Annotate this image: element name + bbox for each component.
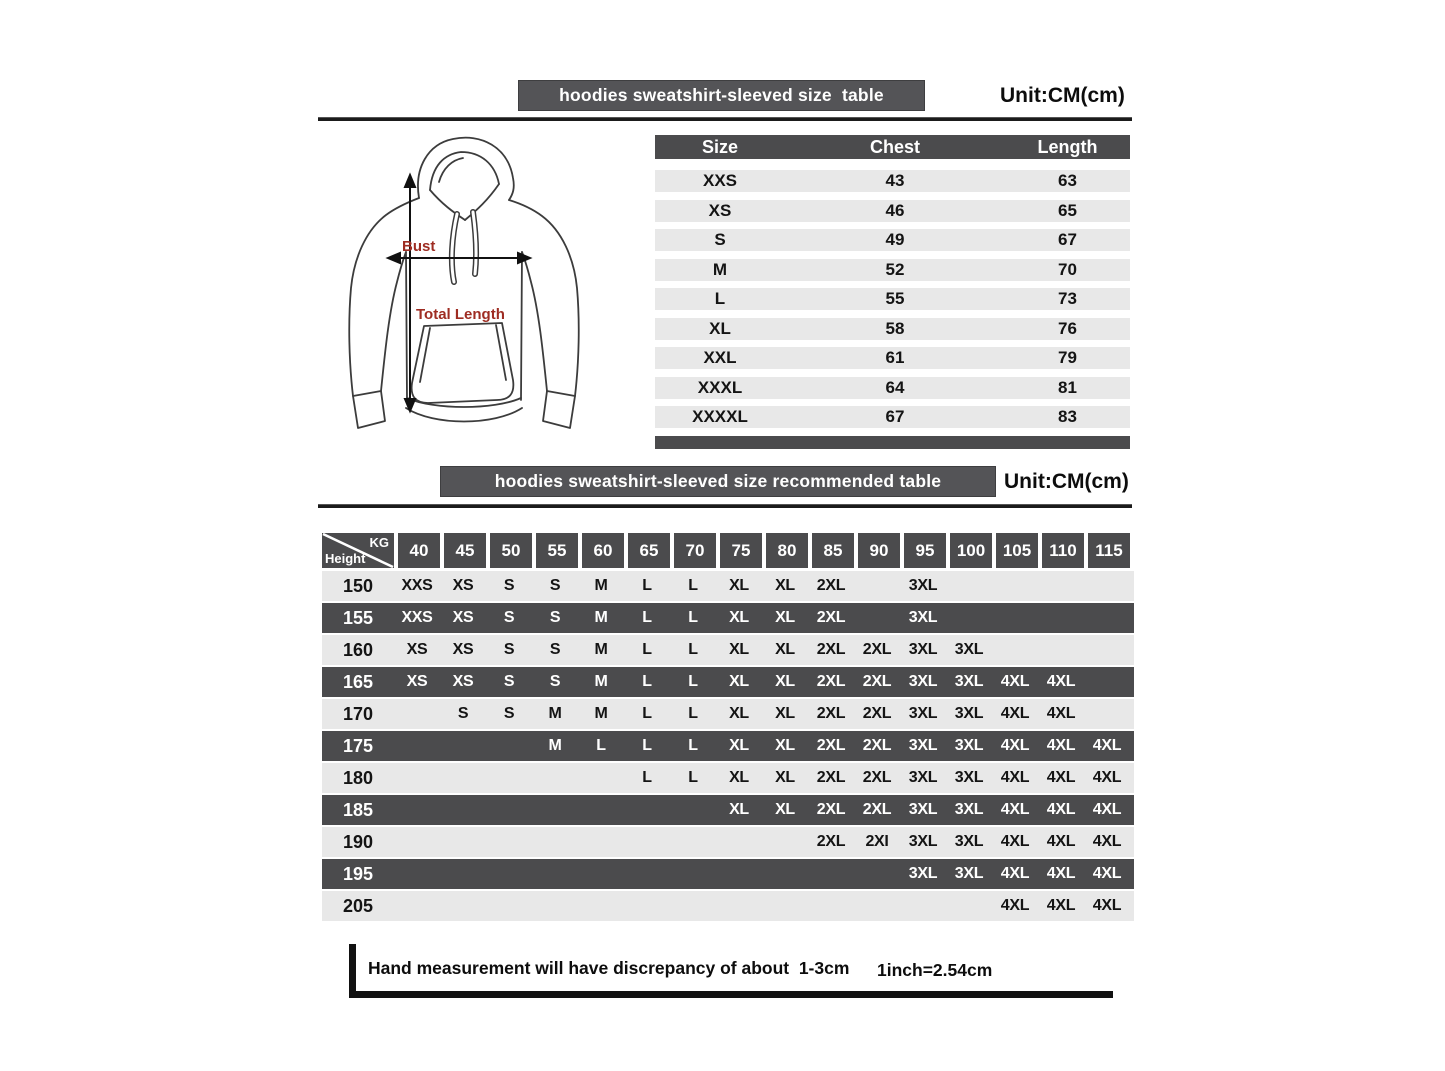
recommended-size-cell: 3XL: [954, 833, 984, 850]
total-length-arrowhead-top: [405, 175, 415, 187]
size-table-cell-size: XXL: [703, 348, 737, 367]
size-table-cell-chest: 61: [885, 348, 905, 367]
size-table-cell-length: 67: [1058, 230, 1077, 249]
weight-header-boxes: [398, 533, 1130, 568]
left-sleeve-inner: [381, 252, 406, 391]
height-label: 155: [342, 607, 374, 628]
height-label: 205: [342, 895, 374, 916]
recommended-size-cell: 2XL: [816, 833, 846, 850]
size-table: [655, 135, 1130, 449]
recommended-row-205: [322, 891, 1134, 921]
recommended-size-cell: 3XL: [908, 609, 938, 626]
recommended-size-cell: 3XL: [954, 769, 984, 786]
recommended-size-cell: L: [642, 577, 652, 594]
recommended-size-cell: M: [594, 673, 608, 690]
recommended-size-cell: 3XL: [908, 705, 938, 722]
recommended-size-cell: M: [594, 609, 608, 626]
recommended-size-cell: 4XL: [1046, 705, 1076, 722]
recommended-row-185: [322, 795, 1134, 825]
size-table-row: [655, 318, 1130, 340]
recommended-size-cell: 3XL: [954, 865, 984, 882]
recommended-size-cell: XXS: [401, 609, 433, 626]
size-table-cell-length: 76: [1058, 318, 1077, 338]
measurement-discrepancy-note: Hand measurement will have discrepancy of about 1-3cm: [368, 958, 850, 978]
recommended-row-195: [322, 859, 1134, 889]
recommended-size-cell: 3XL: [954, 737, 984, 754]
size-table-cell-length: 83: [1058, 407, 1077, 426]
recommended-size-cell: XS: [452, 609, 474, 626]
height-label: 190: [342, 831, 374, 852]
recommended-size-cell: 4XL: [1046, 897, 1076, 914]
size-table-cell-length: 81: [1058, 377, 1077, 397]
bust-label: Bust: [402, 238, 436, 255]
recommended-table-header-row: [322, 533, 1134, 568]
size-table-row: [655, 406, 1130, 428]
weight-header-105: 105: [996, 533, 1038, 568]
weight-header-55: 55: [536, 533, 578, 568]
recommended-size-cell: 2XL: [862, 673, 892, 690]
unit-label-top: Unit:CM(cm): [1000, 84, 1125, 107]
recommended-size-cell: 3XL: [954, 801, 984, 818]
recommended-size-cell: XS: [452, 577, 474, 594]
column-header-length: Length: [1037, 136, 1098, 157]
size-table-row: [655, 288, 1130, 310]
recommended-size-cell: S: [503, 641, 515, 658]
recommended-size-cell: 2XL: [862, 801, 892, 818]
weight-header-70: 70: [674, 533, 716, 568]
weight-header-115: 115: [1088, 533, 1130, 568]
column-header-chest: Chest: [869, 136, 920, 157]
recommended-size-cell: S: [503, 577, 515, 594]
recommended-size-cell: 4XL: [1046, 865, 1076, 882]
recommended-size-cell: 4XL: [1046, 737, 1076, 754]
recommended-size-cell: XL: [729, 769, 749, 786]
weight-header-80: 80: [766, 533, 808, 568]
size-table-cell-size: L: [714, 289, 726, 308]
recommended-size-cell: XL: [729, 737, 749, 754]
bust-arrowhead-left: [388, 253, 400, 263]
recommended-size-cell: 3XL: [954, 705, 984, 722]
height-label: 180: [342, 767, 374, 788]
recommended-table-body: [322, 571, 1134, 921]
recommended-size-cell: 4XL: [1046, 833, 1076, 850]
recommended-size-cell: XL: [729, 705, 749, 722]
size-table-row: [655, 200, 1130, 222]
recommended-size-cell: M: [548, 705, 562, 722]
height-label: 170: [342, 703, 374, 724]
column-header-size: Size: [701, 136, 739, 157]
recommended-size-cell: S: [503, 705, 515, 722]
recommended-size-cell: XL: [775, 577, 795, 594]
recommended-size-table: [322, 533, 1134, 923]
recommended-size-cell: XL: [729, 673, 749, 690]
recommended-size-cell: 2XL: [816, 673, 846, 690]
recommended-size-cell: 4XL: [1000, 897, 1030, 914]
recommended-size-cell: M: [548, 737, 562, 754]
recommended-size-cell: XS: [452, 673, 474, 690]
recommended-size-cell: 4XL: [1046, 673, 1076, 690]
recommended-size-cell: 2XL: [816, 609, 846, 626]
recommended-size-cell: 2XL: [862, 737, 892, 754]
recommended-size-cell: XL: [775, 673, 795, 690]
hood-fold: [439, 158, 463, 182]
size-table-cell-chest: 64: [885, 377, 905, 397]
recommended-row-170: [322, 699, 1134, 729]
size-table-cell-size: XL: [709, 318, 731, 338]
recommended-size-cell: L: [688, 673, 698, 690]
recommended-row-180: [322, 763, 1134, 793]
weight-header-85: 85: [812, 533, 854, 568]
recommended-size-cell: 3XL: [908, 865, 938, 882]
unit-label-bottom: Unit:CM(cm): [1004, 470, 1129, 493]
size-table-body: [655, 170, 1130, 428]
height-label: 150: [342, 575, 374, 596]
recommended-size-cell: 4XL: [1000, 833, 1030, 850]
recommended-size-cell: 4XL: [1092, 833, 1122, 850]
hood-opening: [430, 152, 499, 190]
recommended-size-cell: L: [642, 673, 652, 690]
recommended-size-cell: XXS: [401, 577, 433, 594]
recommended-size-cell: L: [642, 737, 652, 754]
weight-header-50: 50: [490, 533, 532, 568]
recommended-size-cell: XL: [729, 577, 749, 594]
recommended-size-cell: L: [642, 769, 652, 786]
corner-kg-label: KG: [369, 535, 389, 550]
weight-header-110: 110: [1042, 533, 1084, 568]
size-table-title-bar: [518, 80, 925, 111]
weight-header-75: 75: [720, 533, 762, 568]
recommended-size-cell: L: [688, 705, 698, 722]
recommended-size-cell: L: [642, 705, 652, 722]
recommended-size-cell: XL: [775, 737, 795, 754]
height-label: 195: [342, 863, 374, 884]
weight-header-90: 90: [858, 533, 900, 568]
recommended-size-cell: 2XL: [816, 577, 846, 594]
weight-header-60: 60: [582, 533, 624, 568]
recommended-size-cell: S: [503, 609, 515, 626]
size-table-header-row: [655, 135, 1130, 159]
recommended-size-cell: L: [642, 641, 652, 658]
recommended-size-cell: M: [594, 705, 608, 722]
recommended-size-cell: L: [596, 737, 606, 754]
recommended-size-cell: 2XL: [816, 705, 846, 722]
size-table-cell-chest: 49: [885, 230, 905, 249]
recommended-size-cell: L: [688, 737, 698, 754]
recommended-size-cell: 2XI: [865, 833, 889, 850]
size-table-cell-length: 70: [1058, 259, 1077, 279]
recommended-size-cell: 2XL: [862, 705, 892, 722]
hood-collar-left: [430, 190, 465, 220]
recommended-row-165: [322, 667, 1134, 697]
recommended-size-cell: 2XL: [816, 737, 846, 754]
body-left-edge: [406, 252, 407, 400]
recommended-size-cell: 4XL: [1092, 737, 1122, 754]
height-label: 175: [342, 735, 374, 756]
recommended-size-cell: 4XL: [1000, 865, 1030, 882]
divider-line-middle: [318, 504, 1132, 508]
recommended-size-cell: 2XL: [816, 641, 846, 658]
recommended-size-cell: 2XL: [816, 769, 846, 786]
recommended-row-155: [322, 603, 1134, 633]
recommended-size-cell: XL: [775, 641, 795, 658]
size-table-cell-length: 63: [1058, 171, 1077, 190]
hood-outline: [418, 138, 514, 200]
total-length-label: Total Length: [416, 306, 505, 323]
recommended-size-cell: 4XL: [1092, 897, 1122, 914]
right-sleeve-inner: [522, 252, 547, 391]
size-table-cell-size: S: [714, 230, 726, 249]
inch-conversion-note: 1inch=2.54cm: [877, 960, 993, 980]
recommended-row-190: [322, 827, 1134, 857]
recommended-size-cell: XS: [406, 673, 428, 690]
size-table-cell-size: XS: [708, 200, 732, 220]
size-table-cell-chest: 52: [885, 259, 905, 279]
recommended-size-cell: XL: [775, 705, 795, 722]
hoodie-line-drawing: [322, 130, 607, 455]
size-table-cell-chest: 46: [885, 200, 905, 220]
recommended-size-cell: 4XL: [1092, 769, 1122, 786]
recommended-size-cell: M: [594, 577, 608, 594]
recommended-row-175: [322, 731, 1134, 761]
size-table-cell-size: XXS: [702, 171, 738, 190]
recommended-size-cell: 4XL: [1092, 801, 1122, 818]
recommended-size-cell: L: [642, 609, 652, 626]
size-table-cell-chest: 67: [885, 407, 905, 426]
size-table-footer-bar: [655, 436, 1130, 449]
recommended-size-cell: 3XL: [908, 769, 938, 786]
recommended-size-cell: 4XL: [1092, 865, 1122, 882]
corner-height-label: Height: [325, 551, 366, 566]
recommended-size-cell: 2XL: [862, 641, 892, 658]
weight-header-45: 45: [444, 533, 486, 568]
recommended-size-cell: S: [457, 705, 469, 722]
height-label: 160: [342, 639, 374, 660]
size-table-row: [655, 229, 1130, 251]
recommended-size-cell: 3XL: [908, 801, 938, 818]
weight-header-95: 95: [904, 533, 946, 568]
recommended-table-title: hoodies sweatshirt-sleeved size recommended table: [494, 471, 942, 491]
recommended-size-cell: S: [549, 673, 561, 690]
recommended-size-cell: 4XL: [1000, 737, 1030, 754]
size-table-cell-chest: 55: [885, 289, 905, 308]
right-cuff: [543, 391, 575, 428]
recommended-size-cell: XL: [775, 609, 795, 626]
recommended-size-cell: XL: [729, 609, 749, 626]
recommended-size-cell: L: [688, 641, 698, 658]
recommended-size-cell: XL: [775, 769, 795, 786]
hood-collar-right: [465, 184, 499, 220]
recommended-size-cell: 3XL: [954, 641, 984, 658]
size-table-cell-length: 73: [1058, 289, 1077, 308]
recommended-size-cell: XS: [406, 641, 428, 658]
recommended-size-cell: 4XL: [1000, 705, 1030, 722]
height-label: 185: [342, 799, 374, 820]
weight-header-100: 100: [950, 533, 992, 568]
recommended-row-150: [322, 571, 1134, 601]
recommended-size-cell: L: [688, 769, 698, 786]
recommended-size-cell: 4XL: [1000, 801, 1030, 818]
size-table-title: hoodies sweatshirt-sleeved size table: [559, 85, 884, 105]
size-table-cell-size: M: [712, 259, 728, 279]
recommended-size-cell: XL: [729, 801, 749, 818]
recommended-size-cell: 4XL: [1000, 673, 1030, 690]
recommended-size-cell: 2XL: [816, 801, 846, 818]
footnote-underline: [349, 991, 1113, 998]
size-table-row: [655, 347, 1130, 369]
recommended-size-cell: S: [503, 673, 515, 690]
size-table-cell-size: XXXL: [697, 377, 743, 397]
recommended-size-cell: 3XL: [908, 641, 938, 658]
size-table-cell-chest: 58: [885, 318, 905, 338]
size-table-cell-chest: 43: [885, 171, 905, 190]
recommended-size-cell: 4XL: [1000, 769, 1030, 786]
recommended-size-cell: 3XL: [954, 673, 984, 690]
recommended-size-cell: XS: [452, 641, 474, 658]
left-cuff: [353, 391, 385, 428]
bust-arrowhead-right: [518, 253, 530, 263]
recommended-size-cell: 3XL: [908, 577, 938, 594]
hem-bottom: [406, 408, 522, 422]
recommended-size-cell: M: [594, 641, 608, 658]
size-table-row: [655, 259, 1130, 281]
recommended-size-cell: 2XL: [862, 769, 892, 786]
weight-header-65: 65: [628, 533, 670, 568]
size-table-cell-length: 79: [1058, 348, 1077, 367]
recommended-row-160: [322, 635, 1134, 665]
recommended-size-cell: S: [549, 609, 561, 626]
weight-header-40: 40: [398, 533, 440, 568]
recommended-size-cell: S: [549, 577, 561, 594]
recommended-size-cell: L: [688, 577, 698, 594]
size-table-row: [655, 377, 1130, 399]
recommended-table-title-bar: [440, 466, 996, 497]
footnote-vertical-bar: [349, 944, 356, 995]
recommended-size-cell: S: [549, 641, 561, 658]
recommended-size-cell: 4XL: [1046, 801, 1076, 818]
size-table-cell-size: XXXXL: [692, 407, 748, 426]
kg-height-corner-cell: [322, 533, 394, 568]
recommended-size-cell: 3XL: [908, 833, 938, 850]
recommended-size-cell: L: [688, 609, 698, 626]
recommended-size-cell: 3XL: [908, 737, 938, 754]
height-label: 165: [342, 671, 374, 692]
recommended-size-cell: XL: [729, 641, 749, 658]
body-right-edge: [521, 252, 522, 400]
size-table-cell-length: 65: [1058, 200, 1077, 220]
recommended-size-cell: XL: [775, 801, 795, 818]
size-table-row: [655, 170, 1130, 192]
recommended-size-cell: 3XL: [908, 673, 938, 690]
divider-line-top: [318, 117, 1132, 121]
recommended-size-cell: 4XL: [1046, 769, 1076, 786]
